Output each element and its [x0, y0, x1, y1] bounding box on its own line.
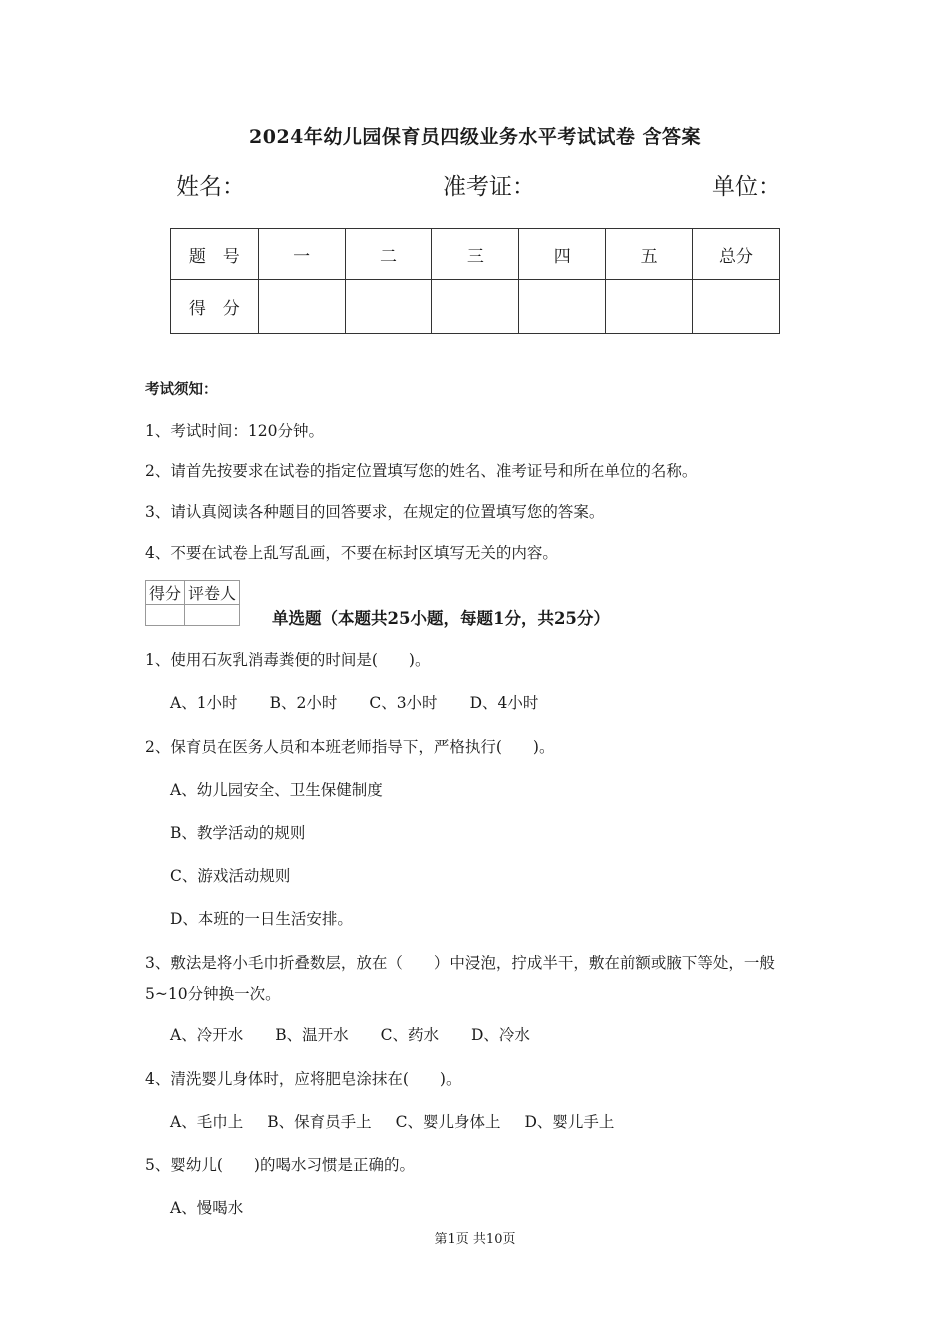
score-table-header-row: [171, 229, 780, 280]
option: C、药水: [380, 1026, 439, 1044]
question-stem: 1、使用石灰乳消毒粪便的时间是( )。: [145, 651, 431, 669]
score-table-cell: 题 号: [171, 229, 259, 280]
option: B、2小时: [269, 694, 338, 712]
grader-score-cell: [146, 605, 185, 626]
section-title: 单选题（本题共25小题，每题1分，共25分）: [272, 609, 610, 628]
score-entry-cell: [606, 280, 693, 334]
option: D、冷水: [470, 1026, 530, 1044]
option: C、婴儿身体上: [395, 1113, 501, 1131]
question-options: [170, 691, 570, 713]
option: C、3小时: [369, 694, 438, 712]
notice-item: 1、考试时间：120分钟。: [145, 422, 324, 440]
grader-name-cell: [185, 605, 240, 626]
option: B、保育员手上: [267, 1113, 372, 1131]
score-table-cell: 三: [432, 229, 519, 280]
question-stem-continued: 5~10分钟换一次。: [145, 985, 281, 1003]
question-stem: 2、保育员在医务人员和本班老师指导下，严格执行( )。: [145, 738, 555, 756]
score-table-cell: 四: [519, 229, 606, 280]
name-label: 姓名：: [176, 174, 245, 200]
score-table-score-row: [171, 280, 780, 334]
score-entry-cell: [258, 280, 345, 334]
score-table-cell: 五: [606, 229, 693, 280]
score-entry-cell: [432, 280, 519, 334]
unit-label: 单位：: [712, 174, 781, 200]
score-table-cell: 二: [345, 229, 432, 280]
exam-number-label: 准考证：: [443, 174, 535, 200]
grader-box: [145, 580, 240, 626]
notice-item: 2、请首先按要求在试卷的指定位置填写您的姓名、准考证号和所在单位的名称。: [145, 462, 698, 480]
score-entry-cell: [345, 280, 432, 334]
score-table: [170, 228, 780, 334]
score-table-cell: 总分: [693, 229, 780, 280]
grader-name-label: 评卷人: [185, 581, 240, 605]
option: D、本班的一日生活安排。: [170, 910, 353, 928]
question-stem: 3、敷法是将小毛巾折叠数层，放在（ ）中浸泡，拧成半干，敷在前额或腋下等处，一般: [145, 954, 775, 972]
notice-item: 3、请认真阅读各种题目的回答要求，在规定的位置填写您的答案。: [145, 503, 605, 521]
score-table-cell: 得 分: [171, 280, 259, 334]
grader-score-label: 得分: [146, 581, 185, 605]
option: B、温开水: [275, 1026, 349, 1044]
score-entry-cell: [519, 280, 606, 334]
option: B、教学活动的规则: [170, 824, 306, 842]
option: D、婴儿手上: [524, 1113, 615, 1131]
option: A、冷开水: [170, 1026, 244, 1044]
question-options: [170, 1110, 646, 1132]
notice-item: 4、不要在试卷上乱写乱画，不要在标封区填写无关的内容。: [145, 544, 558, 562]
candidate-info-row: [0, 168, 950, 204]
question-options: [170, 1023, 562, 1045]
option: A、毛巾上: [170, 1113, 244, 1131]
option: D、4小时: [469, 694, 539, 712]
page-footer: 第1页 共10页: [434, 1232, 516, 1247]
option: A、幼儿园安全、卫生保健制度: [170, 781, 383, 799]
option: A、慢喝水: [170, 1199, 244, 1217]
question-stem: 4、清洗婴儿身体时，应将肥皂涂抹在( )。: [145, 1070, 462, 1088]
score-table-cell: 一: [258, 229, 345, 280]
option: A、1小时: [170, 694, 238, 712]
score-entry-cell: [693, 280, 780, 334]
question-stem: 5、婴幼儿( )的喝水习惯是正确的。: [145, 1156, 415, 1174]
notice-heading: 考试须知：: [145, 381, 218, 398]
page-title: 2024年幼儿园保育员四级业务水平考试试卷 含答案: [249, 126, 701, 148]
option: C、游戏活动规则: [170, 867, 291, 885]
